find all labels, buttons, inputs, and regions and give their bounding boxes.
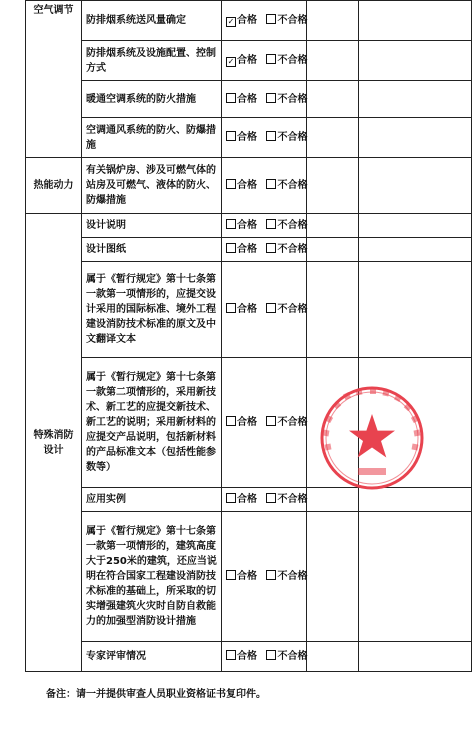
result-cell: [222, 262, 307, 358]
empty-cell: [359, 238, 472, 262]
result-cell: [222, 512, 307, 642]
result-cell: [222, 1, 307, 41]
checkbox-icon[interactable]: [266, 179, 276, 189]
checkbox-icon[interactable]: [266, 493, 276, 503]
table-row: [26, 118, 472, 158]
empty-cell: [307, 81, 359, 118]
result-cell: [222, 41, 307, 81]
item-cell: 有关锅炉房、涉及可燃气体的站房及可燃气、液体的防火、防爆措施: [82, 158, 222, 214]
fail-option[interactable]: 不合格: [266, 94, 307, 105]
fail-option[interactable]: 不合格: [266, 494, 307, 505]
fail-option[interactable]: 不合格: [266, 244, 307, 255]
result-cell: [222, 358, 307, 488]
result-cell: [222, 488, 307, 512]
fail-option[interactable]: 不合格: [266, 220, 307, 231]
empty-cell: [307, 238, 359, 262]
checkbox-checked-icon[interactable]: ✓: [227, 17, 235, 26]
item-cell: 专家评审情况: [82, 642, 222, 672]
fail-option[interactable]: 不合格: [266, 180, 307, 191]
fail-option[interactable]: 不合格: [266, 132, 307, 143]
item-cell: 应用实例: [82, 488, 222, 512]
pass-option[interactable]: ✓ 合格: [227, 55, 257, 66]
checkbox-icon[interactable]: [226, 493, 236, 503]
pass-option[interactable]: ✓ 合格: [227, 15, 257, 26]
item-cell: 设计说明: [82, 214, 222, 238]
fail-option[interactable]: 不合格: [266, 417, 307, 428]
seal-graphic: [322, 388, 422, 488]
item-cell: 空调通风系统的防火、防爆措施: [82, 118, 222, 158]
checkbox-icon[interactable]: [226, 219, 236, 229]
checkbox-icon[interactable]: [226, 131, 236, 141]
checkbox-icon[interactable]: [226, 650, 236, 660]
pass-option[interactable]: 合格: [226, 132, 257, 143]
item-cell: 防排烟系统及设施配置、控制方式: [82, 41, 222, 81]
checkbox-icon[interactable]: [266, 243, 276, 253]
category-cell: 热能动力: [26, 158, 82, 214]
result-cell: [222, 238, 307, 262]
item-cell: 设计图纸: [82, 238, 222, 262]
pass-option[interactable]: 合格: [226, 304, 257, 315]
checkbox-icon[interactable]: [266, 650, 276, 660]
empty-cell: [359, 81, 472, 118]
checkbox-icon[interactable]: [266, 93, 276, 103]
pass-option[interactable]: 合格: [226, 220, 257, 231]
pass-option[interactable]: 合格: [226, 417, 257, 428]
checkbox-icon[interactable]: [266, 131, 276, 141]
empty-cell: [359, 158, 472, 214]
item-cell: 属于《暂行规定》第十七条第一款第一项情形的，应提交设计采用的国际标准、境外工程建设消防技术标准的原文及中文翻译文本: [82, 262, 222, 358]
table-row: [26, 642, 472, 672]
checkbox-icon[interactable]: [266, 219, 276, 229]
checkbox-icon[interactable]: [226, 179, 236, 189]
checkbox-icon[interactable]: [226, 416, 236, 426]
empty-cell: [307, 158, 359, 214]
pass-option[interactable]: 合格: [226, 180, 257, 191]
empty-cell: [307, 118, 359, 158]
pass-option[interactable]: 合格: [226, 494, 257, 505]
table-row: [26, 41, 472, 81]
empty-cell: [307, 512, 359, 642]
checkbox-icon[interactable]: [226, 243, 236, 253]
empty-cell: [359, 41, 472, 81]
checkbox-icon[interactable]: [266, 416, 276, 426]
table-row: [26, 158, 472, 214]
checkbox-icon[interactable]: [266, 303, 276, 313]
item-cell: 暖通空调系统的防火措施: [82, 81, 222, 118]
table-row: [26, 81, 472, 118]
checkbox-icon[interactable]: [266, 570, 276, 580]
pass-option[interactable]: 合格: [226, 651, 257, 662]
item-cell: 防排烟系统送风量确定: [82, 1, 222, 41]
result-cell: [222, 81, 307, 118]
checkbox-icon[interactable]: [226, 570, 236, 580]
result-cell: [222, 642, 307, 672]
empty-cell: [307, 642, 359, 672]
review-checklist-table: [25, 0, 472, 672]
table-row: [26, 262, 472, 358]
fail-option[interactable]: 不合格: [266, 55, 307, 66]
checkbox-icon[interactable]: [226, 303, 236, 313]
category-cell: 空气调节: [26, 1, 82, 158]
pass-option[interactable]: 合格: [226, 571, 257, 582]
empty-cell: [307, 214, 359, 238]
table-row: [26, 214, 472, 238]
footnote: 备注：请一并提供审查人员职业资格证书复印件。: [46, 689, 266, 700]
checkbox-icon[interactable]: [266, 14, 276, 24]
empty-cell: [307, 1, 359, 41]
checkbox-checked-icon[interactable]: ✓: [227, 57, 235, 66]
empty-cell: [307, 262, 359, 358]
fail-option[interactable]: 不合格: [266, 571, 307, 582]
result-cell: [222, 158, 307, 214]
official-seal-icon: [318, 384, 426, 492]
empty-cell: [359, 1, 472, 41]
item-cell: 属于《暂行规定》第十七条第一款第一项情形的，建筑高度大于250米的建筑，还应当说明在符合国家工程建设消防技术标准的基础上，所采取的切实增强建筑火灾时自防自救能力的加强型消防设计措施: [82, 512, 222, 642]
empty-cell: [359, 118, 472, 158]
pass-option[interactable]: 合格: [226, 244, 257, 255]
result-cell: [222, 214, 307, 238]
pass-option[interactable]: 合格: [226, 94, 257, 105]
empty-cell: [307, 41, 359, 81]
checkbox-icon[interactable]: [266, 54, 276, 64]
empty-cell: [359, 642, 472, 672]
empty-cell: [359, 512, 472, 642]
item-cell: 属于《暂行规定》第十七条第一款第二项情形的，采用新技术、新工艺的应提交新技术、新工艺的说明；采用新材料的应提交产品说明，包括新材料的产品标准文本（包括性能参数等）: [82, 358, 222, 488]
category-cell: 特殊消防设计: [26, 214, 82, 672]
table-row: [26, 1, 472, 41]
result-cell: [222, 118, 307, 158]
checkbox-icon[interactable]: [226, 93, 236, 103]
table-row: [26, 512, 472, 642]
empty-cell: [359, 214, 472, 238]
table-row: [26, 238, 472, 262]
fail-option[interactable]: 不合格: [266, 15, 307, 26]
fail-option[interactable]: 不合格: [266, 304, 307, 315]
empty-cell: [359, 262, 472, 358]
fail-option[interactable]: 不合格: [266, 651, 307, 662]
